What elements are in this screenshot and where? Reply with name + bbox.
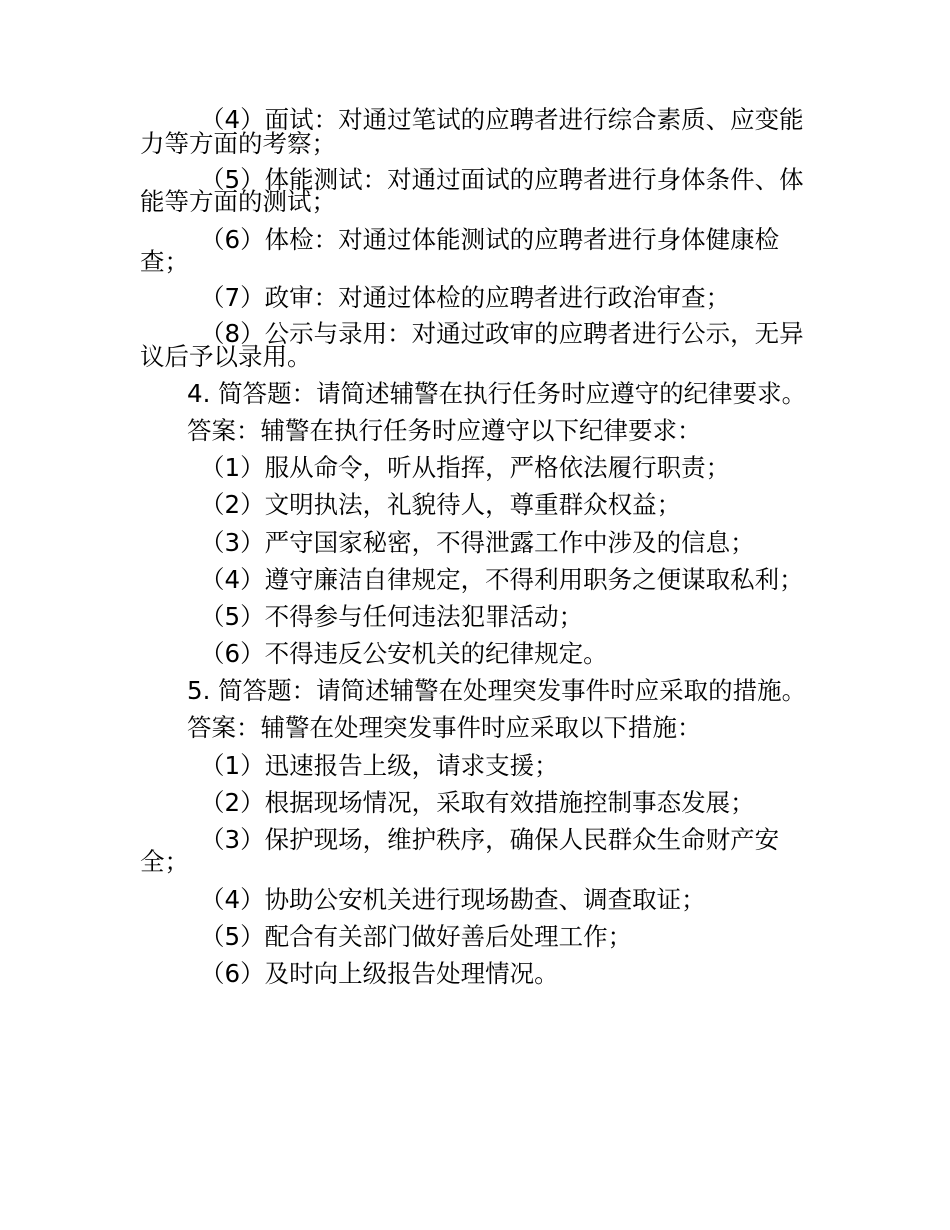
text-line: （5）体能测试：对通过面试的应聘者进行身体条件、体: [200, 165, 804, 194]
text-line: （1）迅速报告上级，请求支援；: [200, 751, 559, 780]
text-line: 查；: [140, 247, 189, 276]
text-line: （6）体检：对通过体能测试的应聘者进行身体健康检: [200, 225, 780, 254]
text-line: （4）遵守廉洁自律规定，不得利用职务之便谋取私利；: [200, 565, 804, 594]
text-line: （4）面试：对通过笔试的应聘者进行综合素质、应变能: [200, 105, 804, 134]
text-line: （6）及时向上级报告处理情况。: [200, 959, 559, 988]
text-line: 议后予以录用。: [140, 342, 312, 371]
text-line: （6）不得违反公安机关的纪律规定。: [200, 639, 608, 668]
text-line: （7）政审：对通过体检的应聘者进行政治审查；: [200, 283, 731, 312]
question-heading: 4. 简答题：请简述辅警在执行任务时应遵守的纪律要求。: [187, 379, 807, 408]
text-line: （2）根据现场情况，采取有效措施控制事态发展；: [200, 788, 755, 817]
question-heading: 5. 简答题：请简述辅警在处理突发事件时应采取的措施。: [187, 676, 807, 705]
text-line: 全；: [140, 847, 189, 876]
answer-intro: 答案：辅警在执行任务时应遵守以下纪律要求：: [187, 416, 702, 445]
text-line: （5）不得参与任何违法犯罪活动；: [200, 602, 584, 631]
text-line: （2）文明执法，礼貌待人，尊重群众权益；: [200, 490, 682, 519]
text-line: （8）公示与录用：对通过政审的应聘者进行公示，无异: [200, 319, 804, 348]
text-line: （5）配合有关部门做好善后处理工作；: [200, 922, 633, 951]
answer-intro: 答案：辅警在处理突发事件时应采取以下措施：: [187, 713, 702, 742]
text-line: （4）协助公安机关进行现场勘查、调查取证；: [200, 885, 706, 914]
text-line: （3）严守国家秘密，不得泄露工作中涉及的信息；: [200, 528, 755, 557]
text-line: （1）服从命令，听从指挥，严格依法履行职责；: [200, 453, 731, 482]
text-line: 能等方面的测试；: [140, 187, 336, 216]
text-line: （3）保护现场，维护秩序，确保人民群众生命财产安: [200, 825, 780, 854]
text-line: 力等方面的考察；: [140, 129, 336, 158]
